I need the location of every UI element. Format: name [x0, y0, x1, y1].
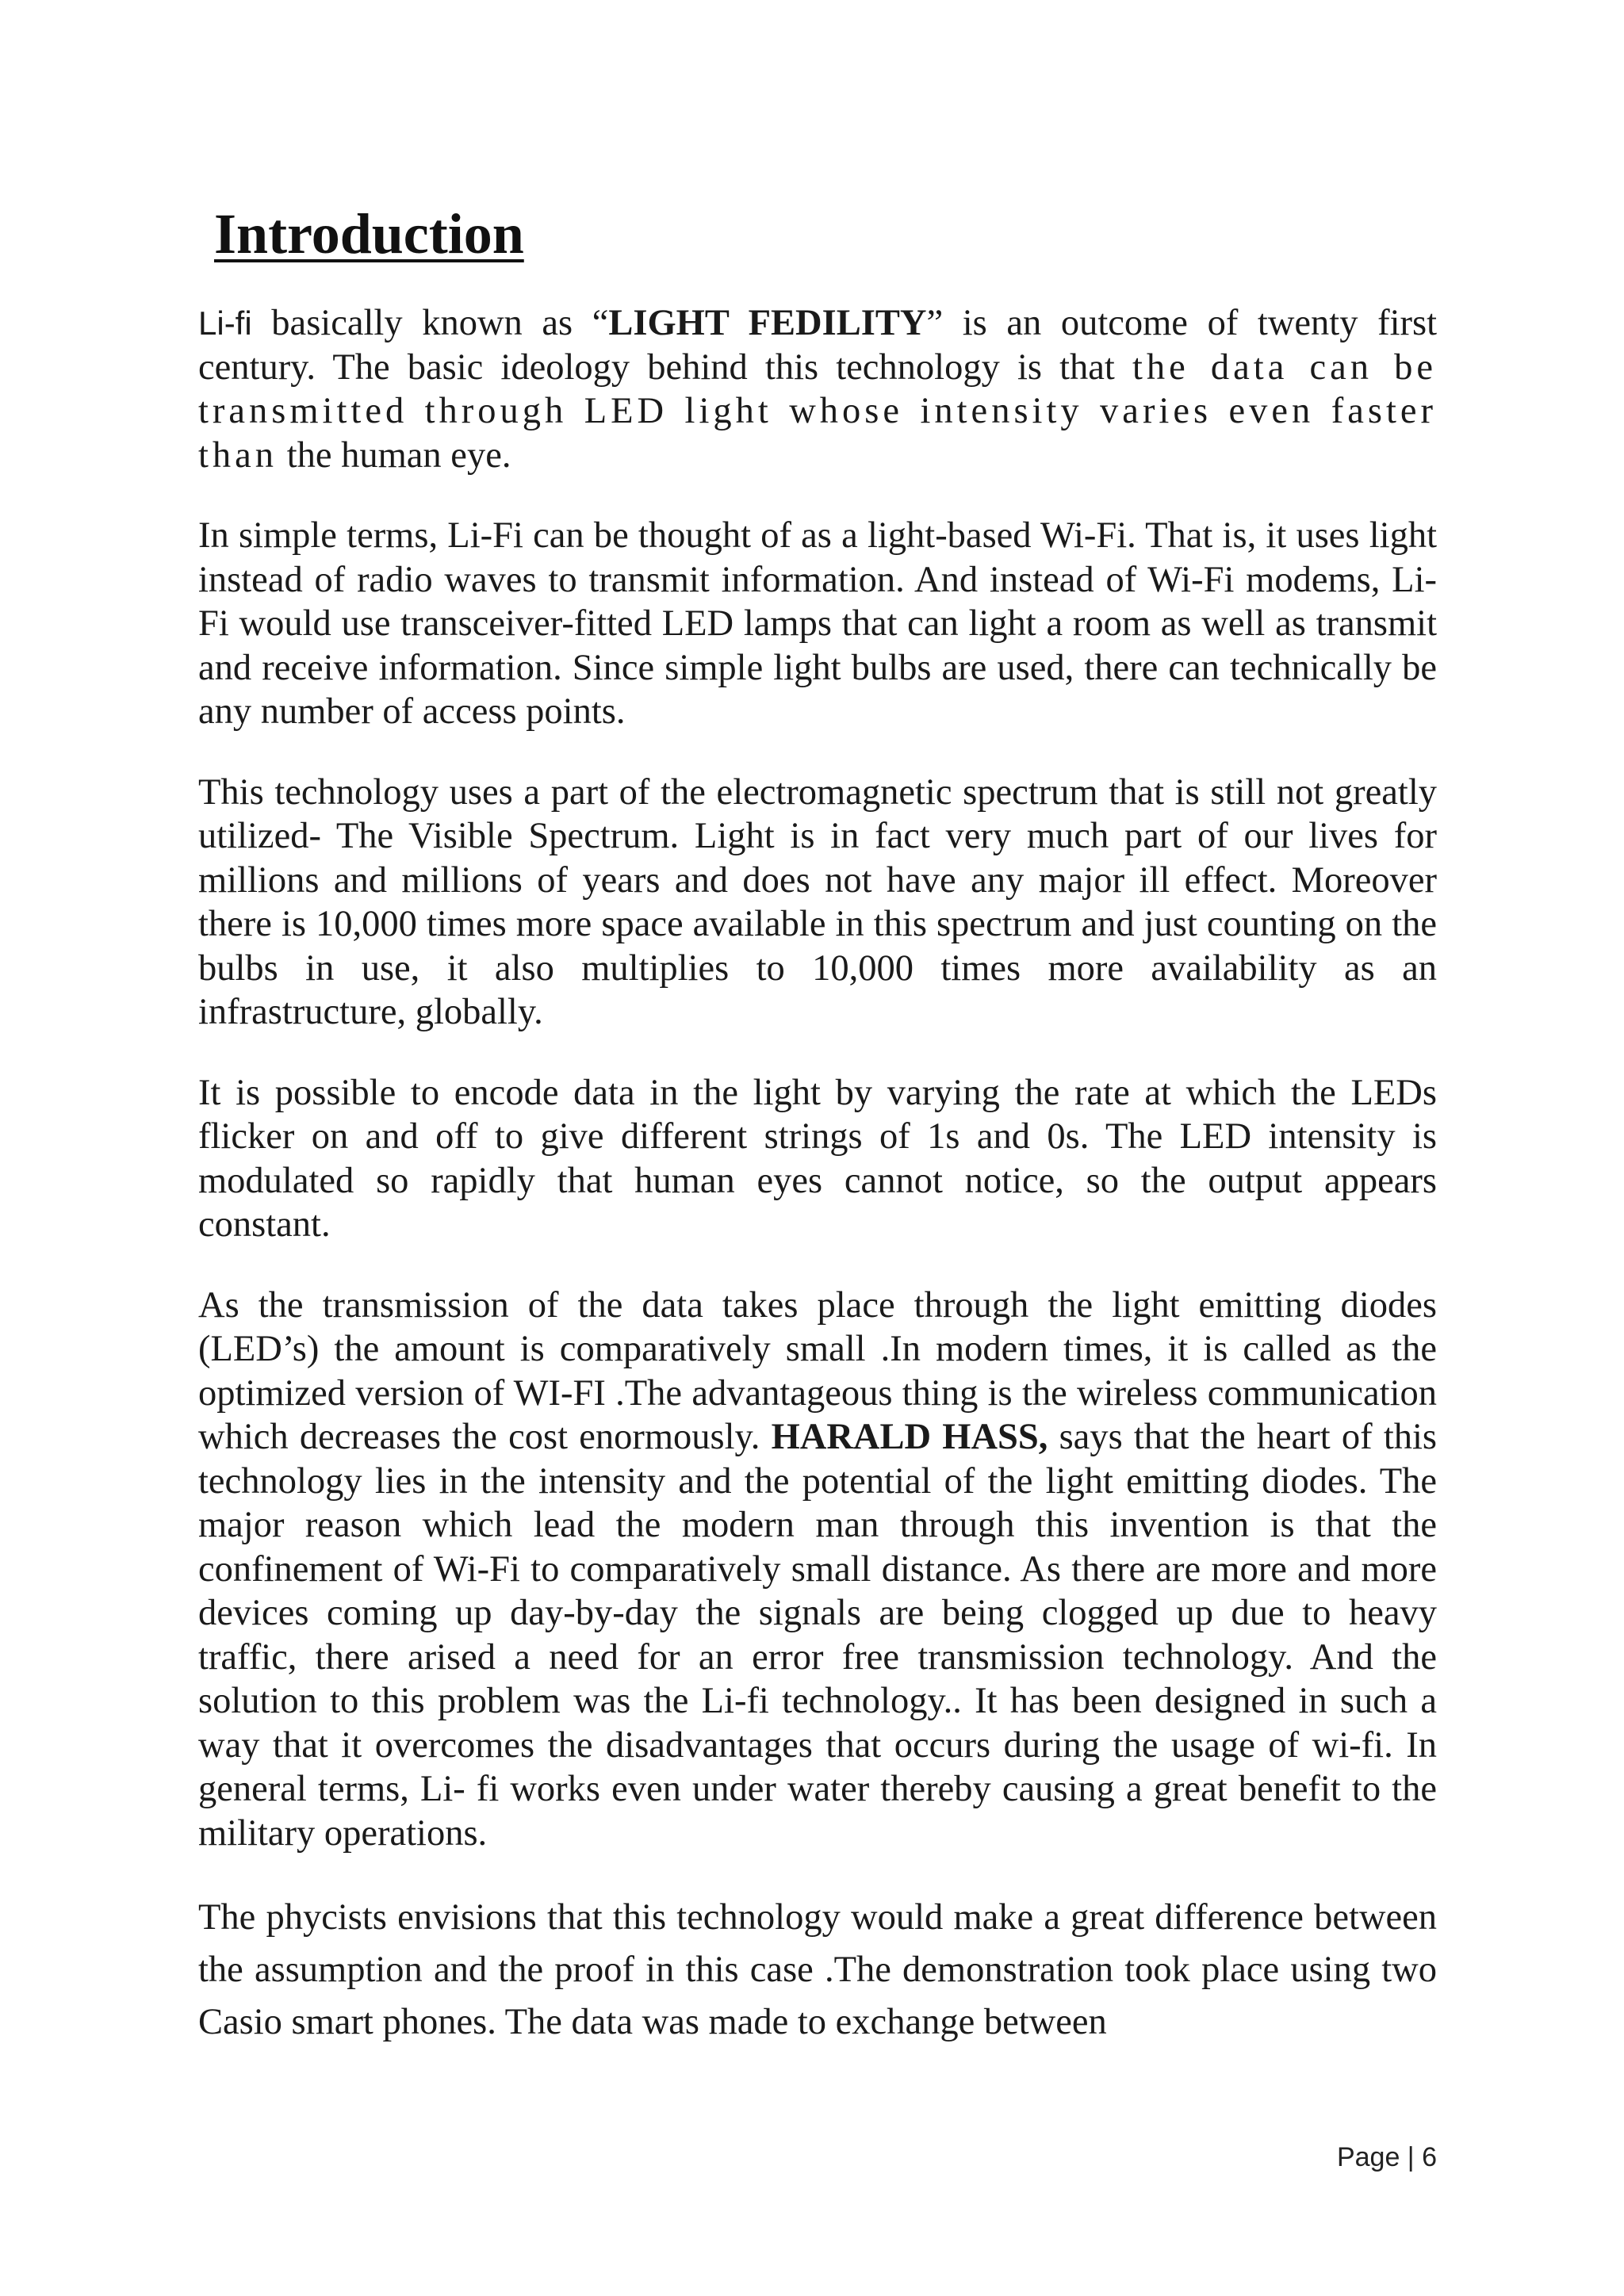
body-text — [198, 301, 1437, 2085]
paragraph-1-part-c: the human eye. — [278, 434, 511, 476]
paragraph-1 — [198, 301, 1437, 477]
paragraph-5-part-b: says that the heart of this technology lies in the intensity and the potential of the light emitting diodes. The major reason which lead the modern man through this invention is that the confinement of Wi-Fi to comparatively small distance. As there are more and more devices coming up day-by-day the signals are being clogged up due to heavy traffic, there arised a need for an error free transmission technology. And the solution to this problem was the Li-fi technology.. It has been designed in such a way that it overcomes the disadvantages that occurs during the usage of wi-fi. In general terms, Li- fi works even under water thereby causing a great benefit to the military operations. — [198, 1417, 1437, 1854]
page-title: Introduction — [214, 202, 524, 266]
paragraph-2: In simple terms, Li-Fi can be thought of as a light-based Wi-Fi. That is, it uses light instead of radio waves to transmit information. And instead of Wi-Fi modems, Li-Fi would use transceiver-fitted LED lamps that can light a room as well as transmit and receive information. Since simple light bulbs are used, there can technically be any number of access points. — [198, 515, 1437, 732]
harald-hass-name: HARALD HASS, — [771, 1417, 1048, 1457]
paragraph-3: This technology uses a part of the electromagnetic spectrum that is still not greatly utilized- The Visible Spectrum. Light is in fact very much part of our lives for millions and millions of years and does not have any major ill effect. Moreover there is 10,000 times more space available in this spectrum and just counting on the bulbs in use, it also multiplies to 10,000 times more availability as an infrastructure, globally. — [198, 771, 1437, 1032]
paragraph-1-part-a: basically known as “ — [251, 303, 609, 343]
page-number: Page | 6 — [1336, 2142, 1437, 2172]
paragraph-5-part-a: As the transmission of the data takes place through the light emitting diodes (LED’s) the amount is comparatively small .In modern times, it is called as the optimized version of WI-FI .The advantageous thing is the wireless communication which decreases the cost enormously. — [198, 1284, 1437, 1457]
paragraph-1-part-b: ” is an outcome of twenty first century. The basic ideology behind this technology is that — [198, 303, 1437, 388]
paragraph-6: The phycists envisions that this technology would make a great difference between the assumption and the proof in this case .The demonstration took place using two Casio smart phones. The data was made to exchange between — [198, 1897, 1437, 2042]
paragraph-1-spaced-text: the data can be transmitted through LED light whose intensity varies even faster than — [198, 346, 1437, 476]
paragraph-5 — [198, 1284, 1437, 1856]
lifi-term: Li-fi — [198, 304, 252, 342]
paragraph-4: It is possible to encode data in the light by varying the rate at which the LEDs flicker on and off to give different strings of 1s and 0s. The LED intensity is modulated so rapidly that human eyes cannot notice, so the output appears constant. — [198, 1072, 1437, 1245]
light-fidelity-term: LIGHT FEDILITY — [608, 303, 927, 343]
